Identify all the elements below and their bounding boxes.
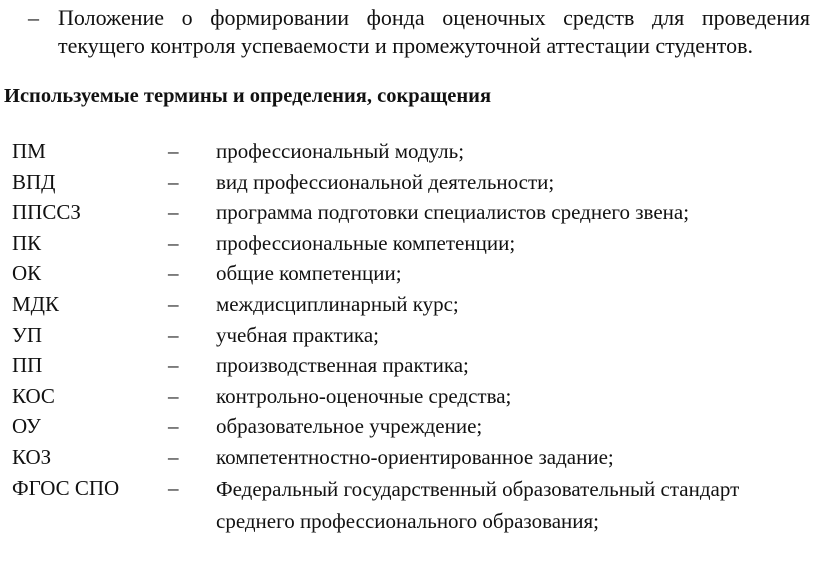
term-definition: учебная практика; [216,322,379,347]
term-dash: – [168,444,179,469]
term-row [0,136,816,167]
intro-list-item [10,4,816,60]
term-dash: – [168,261,179,286]
term-row [0,381,816,412]
intro-text: Положение о формировании фонда оценочных средств для проведения текущего контроля успеваемости и промежуточной аттестации студентов. [58,5,810,58]
term-definition: Федеральный государственный образовательный стандарт среднего профессионального образования; [216,476,740,533]
term-abbreviation: ПМ [12,139,46,163]
term-row [0,197,816,228]
term-row [0,167,816,198]
term-dash: – [168,322,179,347]
term-definition: общие компетенции; [216,261,402,286]
term-row [0,411,816,442]
term-definition: программа подготовки специалистов среднего звена; [216,200,690,225]
term-dash: – [168,230,179,255]
term-definition: вид профессиональной деятельности; [216,169,555,194]
term-definition: профессиональные компетенции; [216,230,516,255]
term-abbreviation: ПП [12,353,43,378]
term-definition: междисциплинарный курс; [216,291,459,316]
section-heading: Используемые термины и определения, сокращения [4,85,492,107]
term-abbreviation: ФГОС СПО [12,475,120,500]
term-definition: компетентностно-ориентированное задание; [216,444,614,469]
term-definition: профессиональный модуль; [216,139,465,163]
term-abbreviation: КОЗ [12,444,52,469]
term-dash: – [168,475,179,500]
term-abbreviation: ОУ [12,414,41,439]
term-definition: образовательное учреждение; [216,414,483,439]
term-abbreviation: ПК [12,230,42,255]
term-definition: контрольно-оценочные средства; [216,383,512,408]
term-abbreviation: ВПД [12,169,56,194]
terms-list [0,136,816,537]
term-dash: – [168,353,179,378]
term-row [0,442,816,473]
term-abbreviation: МДК [12,291,60,316]
term-abbreviation: УП [12,322,43,347]
term-row [0,473,816,537]
term-dash: – [168,169,179,194]
term-row [0,320,816,351]
term-dash: – [168,383,179,408]
term-abbreviation: ППССЗ [12,200,81,225]
term-row [0,350,816,381]
term-dash: – [168,291,179,316]
term-dash: – [168,139,179,163]
term-row [0,289,816,320]
term-definition: производственная практика; [216,353,469,378]
term-abbreviation: ОК [12,261,42,286]
term-row [0,258,816,289]
term-dash: – [168,414,179,439]
term-abbreviation: КОС [12,383,55,408]
term-dash: – [168,200,179,225]
list-dash: – [28,5,39,30]
term-row [0,228,816,259]
